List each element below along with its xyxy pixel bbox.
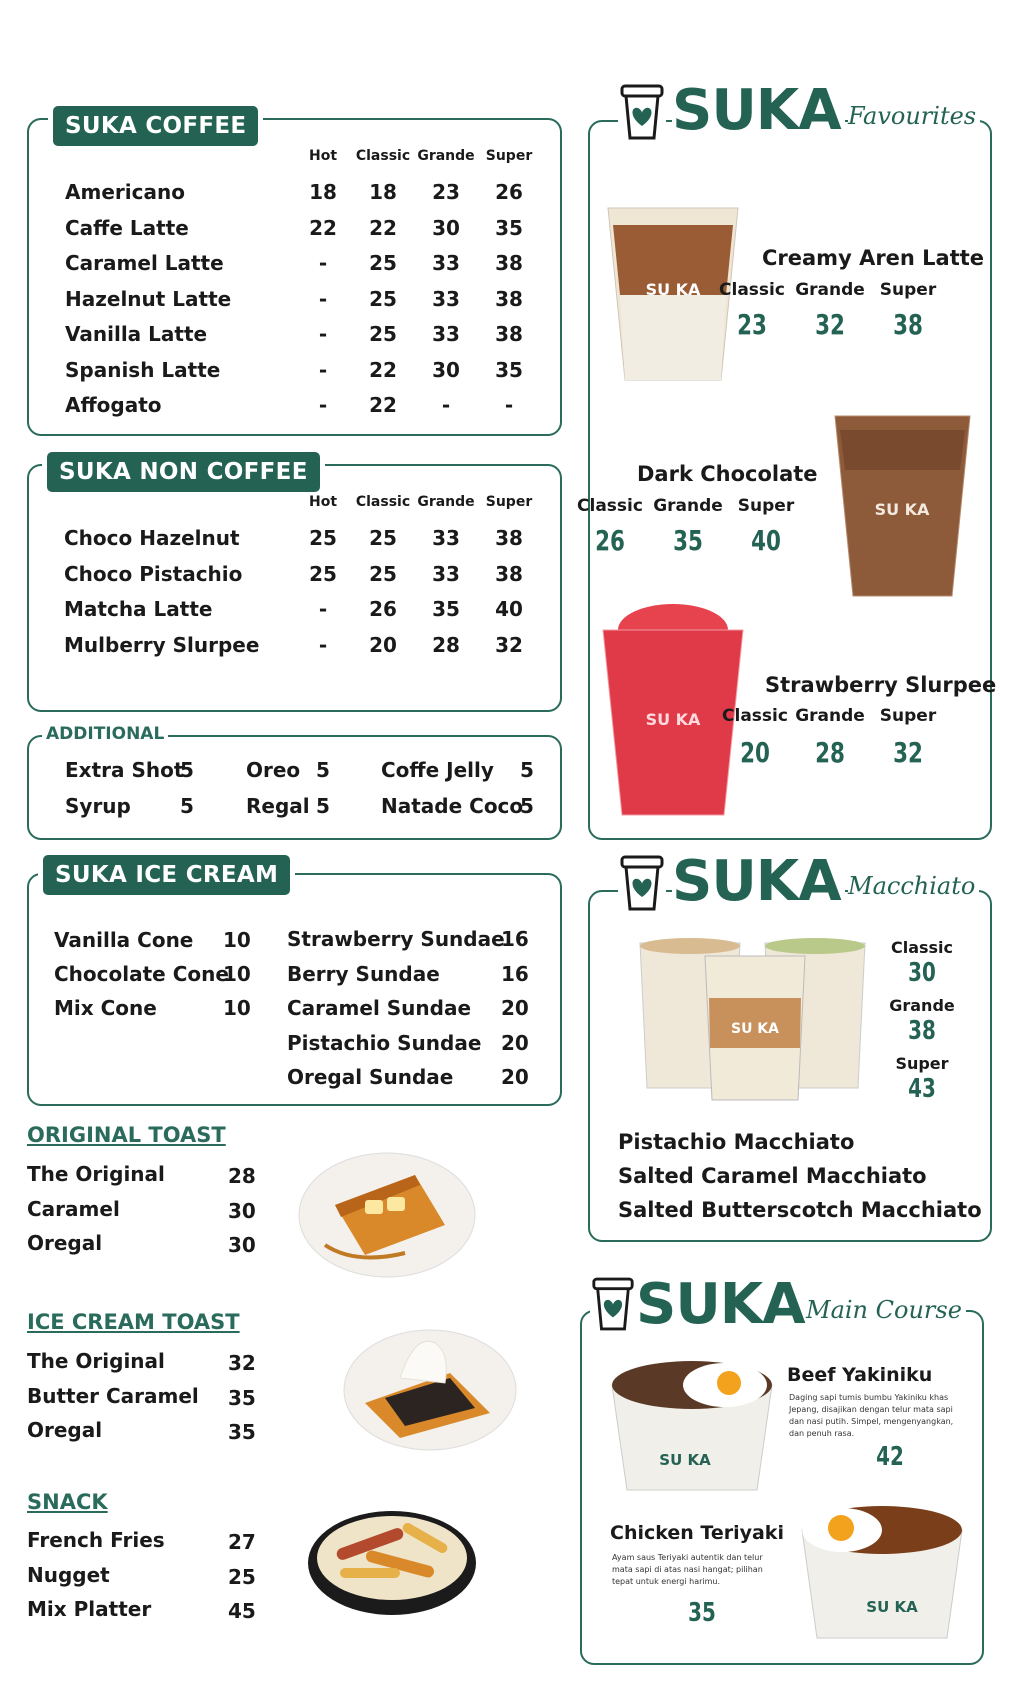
coffee-item-name: Affogato xyxy=(65,393,162,417)
icecream-item-price: 10 xyxy=(223,996,251,1020)
additional-item-price: 5 xyxy=(316,794,330,818)
icecream-toast-title: ICE CREAM TOAST xyxy=(27,1310,240,1334)
favourite-size-price: 20 xyxy=(740,736,770,769)
favourite-size-label: Grande xyxy=(795,706,865,726)
noncoffee-item-price: 38 xyxy=(495,526,523,550)
icecream_toast-item-name: Oregal xyxy=(27,1418,103,1442)
favourite-size-label: Classic xyxy=(577,496,643,516)
beef-yakiniku-image xyxy=(607,1355,777,1500)
coffee-item-name: Spanish Latte xyxy=(65,357,221,382)
additional-item-name: Syrup xyxy=(65,794,131,818)
coffee-item-price: 38 xyxy=(495,251,523,275)
favourite-item-name: Strawberry Slurpee xyxy=(765,673,997,697)
favourite-size-label: Classic xyxy=(722,706,788,726)
noncoffee-header-classic: Classic xyxy=(355,494,411,510)
noncoffee-item-price: 33 xyxy=(432,526,460,550)
favourite-size-price: 26 xyxy=(595,524,625,557)
favourite-size-label: Classic xyxy=(719,280,785,300)
noncoffee-item-price: 25 xyxy=(309,526,337,550)
icecream-item-name: Chocolate Cone xyxy=(54,962,229,986)
original_toast-item-name: The Original xyxy=(27,1162,165,1186)
coffee-item-price: - xyxy=(318,251,328,275)
additional-panel xyxy=(27,735,562,840)
macchiato-size-label: Grande xyxy=(889,996,955,1015)
coffee-item-price: - xyxy=(318,322,328,346)
noncoffee-item-price: 25 xyxy=(369,526,397,550)
noncoffee-title: SUKA NON COFFEE xyxy=(42,447,325,497)
coffee-item-price: 25 xyxy=(369,322,397,346)
noncoffee-header-grande: Grande xyxy=(417,494,475,510)
coffee-header-classic: Classic xyxy=(355,148,411,164)
coffee-item-price: 38 xyxy=(495,322,523,346)
icecream-item-name: Mix Cone xyxy=(54,996,157,1020)
coffee-item-price: 22 xyxy=(309,215,337,240)
macchiato-size-label: Classic xyxy=(890,938,954,957)
original_toast-item-name: Oregal xyxy=(27,1231,103,1255)
coffee-item-price: 23 xyxy=(432,180,460,204)
chicken-teriyaki-bowl-logo: SU KA xyxy=(866,1598,918,1616)
noncoffee-item-price: 20 xyxy=(369,632,397,657)
coffee-item-price: - xyxy=(504,393,514,417)
macchiato-item-name: Salted Caramel Macchiato xyxy=(618,1164,927,1188)
additional-item-price: 5 xyxy=(180,758,194,782)
noncoffee-item-name: Choco Pistachio xyxy=(64,561,243,586)
coffee-header-hot: Hot xyxy=(308,148,338,164)
maincourse-item-name: Chicken Teriyaki xyxy=(610,1522,784,1544)
icecream-item-price: 10 xyxy=(223,962,251,986)
noncoffee-item-name: Choco Hazelnut xyxy=(64,526,240,550)
snack-item-name: French Fries xyxy=(27,1528,165,1552)
maincourse-item-price: 42 xyxy=(876,1442,904,1472)
coffee-item-price: 33 xyxy=(432,286,460,311)
coffee-item-price: 25 xyxy=(369,286,397,311)
additional-item-price: 5 xyxy=(520,758,534,782)
maincourse-script: Main Course xyxy=(806,1296,966,1324)
coffee-item-name: Caramel Latte xyxy=(65,251,224,275)
coffee-item-price: - xyxy=(318,357,328,382)
noncoffee-item-name: Mulberry Slurpee xyxy=(64,632,260,657)
additional-item-price: 5 xyxy=(316,758,330,782)
icecream-item-name: Caramel Sundae xyxy=(287,996,472,1020)
aren-latte-cup-logo: SU KA xyxy=(645,280,701,299)
maincourse-cup-logo-icon xyxy=(590,1275,636,1333)
macchiato-cup-logo-icon xyxy=(618,853,666,913)
dark-chocolate-image xyxy=(830,410,975,600)
noncoffee-item-price: - xyxy=(318,597,328,621)
noncoffee-item-name: Matcha Latte xyxy=(64,597,213,621)
coffee-item-price: 22 xyxy=(369,357,397,382)
icecream_toast-item-price: 35 xyxy=(228,1420,256,1444)
icecream_toast-item-price: 32 xyxy=(228,1351,256,1375)
coffee-item-price: 22 xyxy=(369,393,397,417)
additional-item-price: 5 xyxy=(180,794,194,818)
noncoffee-item-price: 25 xyxy=(369,561,397,586)
favourite-size-price: 28 xyxy=(815,736,845,769)
coffee-item-name: Americano xyxy=(65,180,185,204)
maincourse-brand: SUKA xyxy=(636,1272,809,1337)
additional-item-price: 5 xyxy=(520,794,534,818)
noncoffee-item-price: 33 xyxy=(432,561,460,586)
chicken-teriyaki-image xyxy=(797,1500,967,1645)
coffee-item-price: - xyxy=(441,393,451,417)
macchiato-size-price: 38 xyxy=(908,1016,936,1046)
snack-item-name: Mix Platter xyxy=(27,1597,152,1621)
coffee-item-price: - xyxy=(318,286,328,311)
macchiato-item-name: Pistachio Macchiato xyxy=(618,1130,855,1154)
additional-item-name: Extra Shot xyxy=(65,758,184,782)
snack-item-price: 27 xyxy=(228,1530,256,1554)
additional-title: ADDITIONAL xyxy=(42,724,168,744)
favourite-size-price: 38 xyxy=(893,308,923,341)
noncoffee-item-price: 40 xyxy=(495,597,523,621)
strawberry-slurpee-cup-logo: SU KA xyxy=(645,710,701,729)
favourite-size-label: Super xyxy=(737,496,795,516)
favourite-size-price: 40 xyxy=(751,524,781,557)
original_toast-item-price: 30 xyxy=(228,1233,256,1257)
icecream-item-name: Pistachio Sundae xyxy=(287,1030,482,1055)
additional-item-name: Coffe Jelly xyxy=(381,758,494,782)
coffee-item-price: 35 xyxy=(495,215,523,240)
favourites-brand: SUKA xyxy=(672,78,845,143)
maincourse-item-name: Beef Yakiniku xyxy=(787,1364,933,1386)
coffee-item-price: 35 xyxy=(495,357,523,382)
additional-item-name: Regal xyxy=(246,794,310,818)
beef-yakiniku-bowl-logo: SU KA xyxy=(659,1451,711,1469)
additional-item-name: Oreo xyxy=(246,758,301,782)
maincourse-item-desc: Daging sapi tumis bumbu Yakiniku khas Jepang, disajikan dengan telur mata sapi dan nasi putih. Simpel, mengenyangkan, dan penuh rasa. xyxy=(789,1393,954,1438)
macchiato-image xyxy=(635,938,875,1103)
icecream_toast-item-name: Butter Caramel xyxy=(27,1383,199,1408)
snack-item-price: 25 xyxy=(228,1564,256,1589)
favourite-size-price: 35 xyxy=(673,524,703,557)
snack-title: SNACK xyxy=(27,1490,108,1514)
favourite-size-label: Super xyxy=(879,280,937,300)
snack-item-price: 45 xyxy=(228,1599,256,1623)
coffee-panel xyxy=(27,118,562,436)
coffee-item-name: Caffe Latte xyxy=(65,215,189,240)
noncoffee-item-price: 25 xyxy=(309,561,337,586)
favourite-item-name: Creamy Aren Latte xyxy=(762,246,985,270)
original-toast-title: ORIGINAL TOAST xyxy=(27,1123,226,1147)
noncoffee-item-price: - xyxy=(318,632,328,657)
icecream-item-name: Berry Sundae xyxy=(287,961,440,986)
toast-image xyxy=(295,1145,480,1280)
coffee-item-price: 18 xyxy=(369,180,397,204)
macchiato-cup-logo: SU KA xyxy=(730,1021,780,1037)
macchiato-size-label: Super xyxy=(895,1054,949,1073)
favourite-size-price: 32 xyxy=(815,308,845,341)
maincourse-item-price: 35 xyxy=(688,1598,716,1628)
favourite-size-label: Super xyxy=(879,706,937,726)
noncoffee-item-price: 26 xyxy=(369,597,397,621)
icecream_toast-item-name: The Original xyxy=(27,1349,165,1373)
coffee-item-price: 18 xyxy=(309,180,337,204)
icecream-item-price: 20 xyxy=(501,1030,529,1055)
icecream-item-name: Vanilla Cone xyxy=(54,928,194,952)
coffee-item-price: 33 xyxy=(432,322,460,346)
noncoffee-header-hot: Hot xyxy=(308,494,338,510)
favourite-size-label: Grande xyxy=(653,496,723,516)
additional-item-name: Natade Coco xyxy=(381,794,524,818)
favourite-size-price: 32 xyxy=(893,736,923,769)
coffee-item-price: 33 xyxy=(432,251,460,275)
original_toast-item-price: 28 xyxy=(228,1164,256,1188)
icecream-item-name: Oregal Sundae xyxy=(287,1065,454,1089)
favourites-script: Favourites xyxy=(848,102,980,130)
snack-image xyxy=(300,1488,480,1623)
coffee-header-super: Super xyxy=(485,148,533,164)
favourite-size-price: 23 xyxy=(737,308,767,341)
coffee-item-name: Hazelnut Latte xyxy=(65,286,232,311)
icecream-item-name: Strawberry Sundae xyxy=(287,927,505,951)
icecream-title: SUKA ICE CREAM xyxy=(38,850,295,900)
noncoffee-item-price: 35 xyxy=(432,597,460,621)
favourite-item-name: Dark Chocolate xyxy=(637,462,818,486)
macchiato-item-name: Salted Butterscotch Macchiato xyxy=(618,1198,982,1222)
coffee-header-grande: Grande xyxy=(417,148,475,164)
coffee-item-price: 25 xyxy=(369,251,397,275)
icecream-toast-image xyxy=(340,1318,520,1453)
original_toast-item-name: Caramel xyxy=(27,1196,120,1221)
macchiato-size-price: 30 xyxy=(908,958,936,988)
macchiato-brand: SUKA xyxy=(672,849,845,914)
noncoffee-item-price: 32 xyxy=(495,632,523,657)
favourite-size-label: Grande xyxy=(795,280,865,300)
coffee-item-price: 30 xyxy=(432,215,460,240)
coffee-item-name: Vanilla Latte xyxy=(65,322,208,346)
icecream-item-price: 20 xyxy=(501,996,529,1020)
coffee-item-price: 38 xyxy=(495,286,523,311)
icecream-item-price: 10 xyxy=(223,928,251,952)
icecream-item-price: 16 xyxy=(501,927,529,951)
icecream-item-price: 20 xyxy=(501,1065,529,1089)
coffee-title: SUKA COFFEE xyxy=(48,101,263,151)
noncoffee-item-price: 38 xyxy=(495,561,523,586)
snack-item-name: Nugget xyxy=(27,1562,110,1587)
icecream-item-price: 16 xyxy=(501,961,529,986)
macchiato-size-price: 43 xyxy=(908,1074,936,1104)
noncoffee-header-super: Super xyxy=(485,494,533,510)
coffee-item-price: 30 xyxy=(432,357,460,382)
coffee-item-price: - xyxy=(318,393,328,417)
macchiato-script: Macchiato xyxy=(848,872,979,900)
icecream_toast-item-price: 35 xyxy=(228,1385,256,1410)
cup-logo-icon xyxy=(618,82,666,142)
noncoffee-item-price: 28 xyxy=(432,632,460,657)
original_toast-item-price: 30 xyxy=(228,1198,256,1223)
coffee-item-price: 26 xyxy=(495,180,523,204)
dark-chocolate-cup-logo: SU KA xyxy=(874,500,930,519)
maincourse-item-desc: Ayam saus Teriyaki autentik dan telur mata sapi di atas nasi hangat; pilihan tepat untuk energi harimu. xyxy=(612,1553,763,1586)
coffee-item-price: 22 xyxy=(369,215,397,240)
